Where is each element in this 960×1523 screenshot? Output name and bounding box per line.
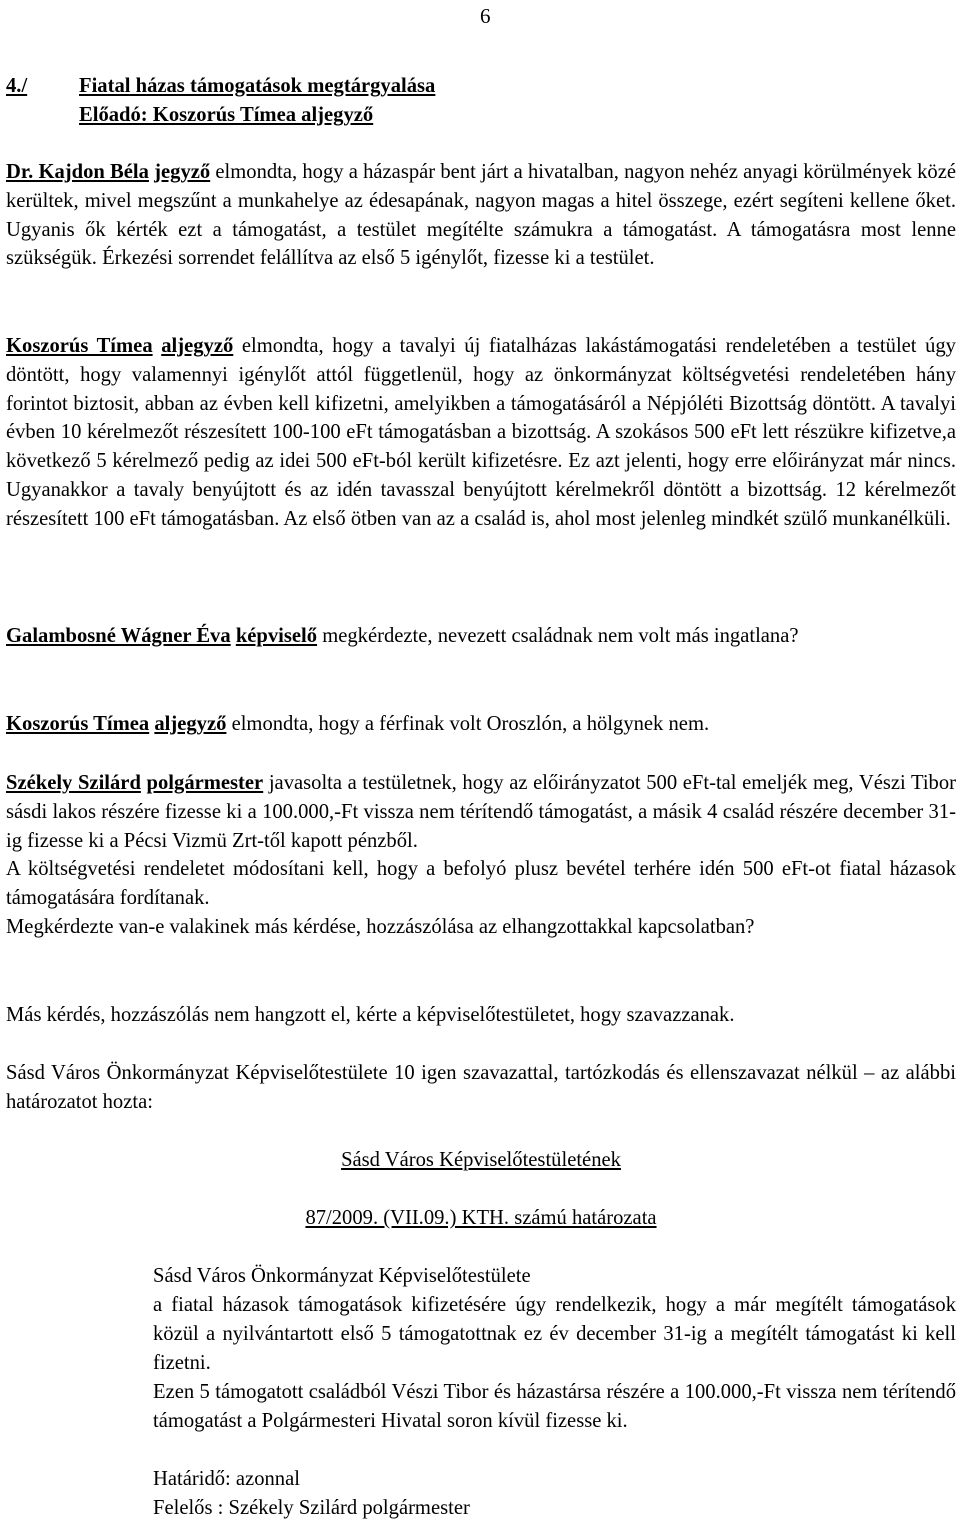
speaker-role: aljegyző (154, 713, 227, 735)
paragraph-text: javasolta a testületnek, hogy az előirányzatot 500 eFt-tal emeljék meg, Vészi Tibor sásdi lakos részére fizesse ki a 100.000,-Ft vissza nem térítendő támogatást, a másik 4 család részére december 31-ig fizesse ki a Pécsi Vizmü Zrt-től kapott pénzből. (6, 772, 956, 852)
paragraph-text: megkérdezte, nevezett családnak nem volt más ingatlana? (317, 625, 799, 647)
paragraph-text-budget: A költségvetési rendeletet módosítani kell, hogy a befolyó plusz bevétel terhére idén 500 eFt-ot fiatal házasok támogatására fordítanak. (6, 858, 956, 910)
resolution-body-title: Sásd Város Képviselőtestületének (341, 1149, 621, 1171)
paragraph-koszorus-2 (6, 710, 956, 739)
resolution-deadline: Határidő: azonnal (153, 1468, 300, 1490)
speaker-role: jegyző (154, 161, 211, 183)
paragraph-no-questions: Más kérdés, hozzászólás nem hangzott el, kérte a képviselőtestületet, hogy szavazzanak. (6, 1004, 735, 1026)
paragraph-text: elmondta, hogy a férfinak volt Oroszlón, a hölgynek nem. (226, 713, 710, 735)
resolution-number-title: 87/2009. (VII.09.) KTH. számú határozata (305, 1207, 657, 1229)
paragraph-text: elmondta, hogy a házaspár bent járt a hivatalban, nagyon nehéz anyagi körülmények közé kerültek, mivel megszűnt a munkahelye az édesapának, nagyon magas a hitel összege, ezért segíteni kellene őket. Ugyanis ők kérték ezt a támogatást, a testület megítélte számukra a támogatást. A támogatásra most lenne szükségük. Érkezési sorrendet felállítva az első 5 igénylőt, fizesse ki a testület. (6, 161, 956, 270)
speaker-name: Galambosné Wágner Éva (6, 625, 231, 647)
paragraph-koszorus-1 (6, 332, 956, 534)
speaker-name: Székely Szilárd (6, 772, 141, 794)
paragraph-galambosne (6, 622, 956, 651)
resolution-text-1: a fiatal házasok támogatások kifizetésére úgy rendelkezik, hogy a már megítélt támogatások közül a nyilvántartott első 5 támogatottnak ez év december 31-ig a megítélt támogatást ki kell fizetni. (153, 1294, 956, 1374)
paragraph-kajdon (6, 158, 956, 273)
speaker-role: polgármester (146, 772, 264, 794)
resolution-issuer: Sásd Város Önkormányzat Képviselőtestülete (153, 1265, 531, 1287)
speaker-name: Koszorús Tímea (6, 713, 150, 735)
agenda-heading (6, 72, 956, 130)
speaker-name: Koszorús Tímea (6, 335, 153, 357)
paragraph-text: elmondta, hogy a tavalyi új fiatalházas lakástámogatási rendeletében a testület úgy döntött, hogy valamennyi igénylőt attól függetlenül, hogy az önkormányzat költségvetési rendeletében hány forintot biztosit, abban az évben kell kifizetni, amelyikben a támogatásáról a Népjóléti Bizottság döntött. A tavalyi évben 10 kérelmezőt részesített 100-100 eFt támogatásban a bizottság. A szokásos 500 eFt lett részükre kifizetve,a következő 5 kérelmező pedig az idei 500 eFt-ból került kifizetésre. Ez azt jelenti, hogy erre előirányzat már nincs. Ugyanakkor a tavaly benyújtott és az idén tavasszal benyújtott kérelmekről döntött a bizottság. 12 kérelmezőt részesített 100 eFt támogatásban. Az első ötben van az a család is, ahol most jelenleg mindkét szülő munkanélküli. (6, 335, 956, 530)
resolution-text-2: Ezen 5 támogatott családból Vészi Tibor és házastársa részére a 100.000,-Ft vissza nem térítendő támogatást a Polgármesteri Hivatal soron kívül fizesse ki. (153, 1381, 956, 1432)
agenda-title: Fiatal házas támogatások megtárgyalása (79, 75, 436, 97)
speaker-role: képviselő (235, 625, 318, 647)
resolution-responsible: Felelős : Székely Szilárd polgármester (153, 1497, 470, 1519)
page-number: 6 (480, 4, 491, 28)
paragraph-vote: Sásd Város Önkormányzat Képviselőtestülete 10 igen szavazattal, tartózkodás és ellenszavazat nélkül – az alábbi határozatot hozta: (6, 1062, 956, 1113)
agenda-number: 4./ (6, 75, 28, 97)
speaker-role: aljegyző (161, 335, 234, 357)
paragraph-szekely (6, 769, 956, 942)
paragraph-text-question: Megkérdezte van-e valakinek más kérdése, hozzászólása az elhangzottakkal kapcsolatban? (6, 915, 755, 938)
agenda-presenter: Előadó: Koszorús Tímea aljegyző (79, 103, 374, 126)
speaker-name: Dr. Kajdon Béla (6, 161, 149, 183)
